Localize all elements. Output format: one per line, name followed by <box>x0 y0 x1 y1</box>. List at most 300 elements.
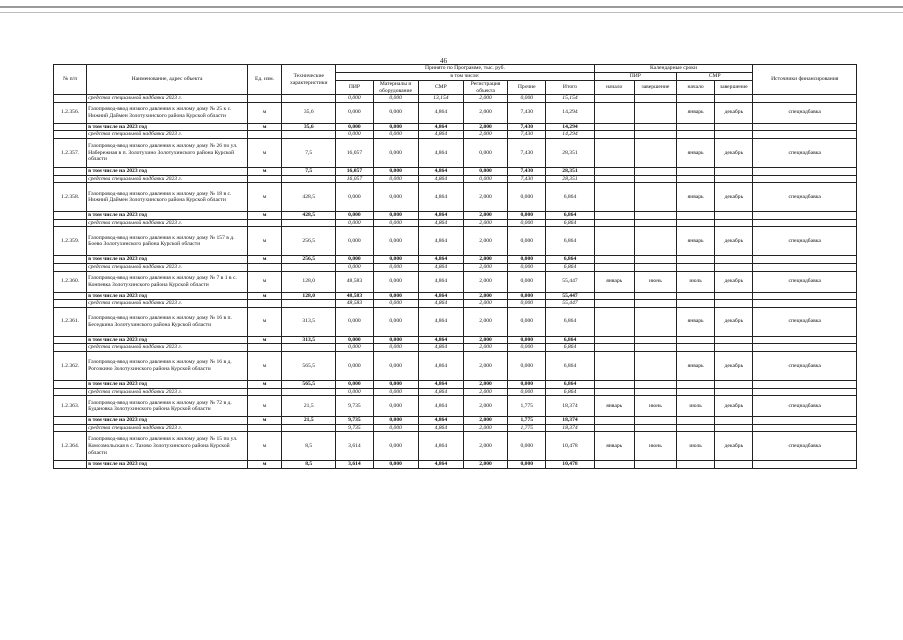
cell-pir: 0,000 <box>336 219 373 227</box>
cell-s-start <box>677 424 715 432</box>
cell-s-end <box>715 123 753 131</box>
cell-pir: 0,000 <box>336 183 373 212</box>
cell-s-end: декабрь <box>715 227 753 256</box>
cell-other: 1,775 <box>508 417 546 425</box>
cell-s-end: декабрь <box>715 396 753 417</box>
cell-src <box>753 123 857 131</box>
cell-total: 6,864 <box>546 183 594 212</box>
cell-smr: 4,864 <box>418 263 463 271</box>
cell-total: 28,351 <box>546 138 594 167</box>
table-row <box>54 138 857 167</box>
table-row <box>54 424 857 432</box>
cell-total: 6,864 <box>546 212 594 220</box>
cell-pir: 0,000 <box>336 336 373 344</box>
cell-mat: 0,000 <box>373 432 418 461</box>
cell-p-end <box>634 461 676 469</box>
cell-reg: 2,000 <box>463 344 507 352</box>
cell-mat: 0,000 <box>373 256 418 264</box>
cell-s-start: июль <box>677 432 715 461</box>
cell-name: в том числе на 2023 год <box>87 380 248 388</box>
cell-src <box>753 292 857 300</box>
cell-unit <box>247 424 281 432</box>
cell-smr: 4,864 <box>418 167 463 175</box>
cell-s-start: июль <box>677 396 715 417</box>
cell-total: 10,478 <box>546 432 594 461</box>
cell-unit <box>247 344 281 352</box>
cell-num <box>54 424 87 432</box>
cell-num <box>54 131 87 139</box>
cell-tech: 313,5 <box>282 336 336 344</box>
cell-total: 55,447 <box>546 292 594 300</box>
header-source: Источники финансирования <box>753 65 857 95</box>
table-row <box>54 292 857 300</box>
cell-p-end: июнь <box>634 271 676 292</box>
cell-name: в том числе на 2023 год <box>87 417 248 425</box>
cell-reg: 0,000 <box>463 138 507 167</box>
cell-unit: м <box>247 351 281 380</box>
cell-src: спецнадбавка <box>753 102 857 123</box>
cell-name: средства специальной надбавки 2023 г. <box>87 344 248 352</box>
cell-s-end <box>715 461 753 469</box>
cell-s-start: июль <box>677 271 715 292</box>
cell-pir: 3,614 <box>336 432 373 461</box>
cell-p-start <box>594 417 634 425</box>
table-row <box>54 167 857 175</box>
cell-pir: 0,000 <box>336 388 373 396</box>
cell-p-end <box>634 175 676 183</box>
cell-other: 7,430 <box>508 138 546 167</box>
cell-src: спецнадбавка <box>753 396 857 417</box>
cell-mat: 0,000 <box>373 175 418 183</box>
cell-s-end <box>715 212 753 220</box>
cell-unit: м <box>247 461 281 469</box>
cell-unit: м <box>247 432 281 461</box>
table-row <box>54 351 857 380</box>
cell-p-start <box>594 256 634 264</box>
cell-p-end <box>634 351 676 380</box>
cell-mat: 0,000 <box>373 307 418 336</box>
cell-p-end <box>634 256 676 264</box>
cell-name: в том числе на 2023 год <box>87 292 248 300</box>
cell-p-start <box>594 263 634 271</box>
header-smr-end: завершение <box>715 81 753 95</box>
cell-pir: 16,057 <box>336 175 373 183</box>
cell-reg: 2,000 <box>463 461 507 469</box>
cell-other: 0,000 <box>508 227 546 256</box>
header-schedule: Календарные сроки <box>594 65 753 73</box>
cell-pir: 0,000 <box>336 102 373 123</box>
cell-other: 0,000 <box>508 263 546 271</box>
cell-p-end <box>634 307 676 336</box>
cell-pir: 9,735 <box>336 424 373 432</box>
cell-pir: 0,000 <box>336 123 373 131</box>
cell-smr: 4,864 <box>418 123 463 131</box>
cell-pir: 0,000 <box>336 307 373 336</box>
cell-unit <box>247 175 281 183</box>
cell-s-end <box>715 388 753 396</box>
table-row <box>54 212 857 220</box>
cell-s-end <box>715 167 753 175</box>
cell-s-start: январь <box>677 102 715 123</box>
cell-s-start <box>677 336 715 344</box>
cell-reg: 2,000 <box>463 292 507 300</box>
table-row <box>54 183 857 212</box>
cell-other: 0,000 <box>508 432 546 461</box>
header-tech: Технические характеристики <box>282 65 336 95</box>
cell-tech: 7,5 <box>282 138 336 167</box>
cell-name: средства специальной надбавки 2023 г. <box>87 95 248 103</box>
cell-p-start: январь <box>594 432 634 461</box>
cell-src <box>753 95 857 103</box>
cell-pir: 3,614 <box>336 461 373 469</box>
cell-p-start <box>594 461 634 469</box>
cell-p-end <box>634 123 676 131</box>
cell-tech <box>282 300 336 308</box>
cell-other: 0,000 <box>508 461 546 469</box>
cell-src <box>753 417 857 425</box>
cell-p-start <box>594 336 634 344</box>
cell-num <box>54 417 87 425</box>
cell-s-end <box>715 256 753 264</box>
cell-other: 0,000 <box>508 183 546 212</box>
cell-pir: 9,735 <box>336 396 373 417</box>
cell-mat: 0,000 <box>373 263 418 271</box>
table-row <box>54 307 857 336</box>
cell-p-start <box>594 138 634 167</box>
cell-num: 1.2.361. <box>54 307 87 336</box>
cell-p-start <box>594 219 634 227</box>
table-row <box>54 95 857 103</box>
cell-reg: 2,000 <box>463 256 507 264</box>
cell-tech <box>282 95 336 103</box>
header-unit: Ед. изм. <box>247 65 281 95</box>
table-row <box>54 263 857 271</box>
table-row <box>54 256 857 264</box>
cell-src <box>753 300 857 308</box>
cell-pir: 16,057 <box>336 138 373 167</box>
scan-top-border-inner <box>0 12 903 13</box>
cell-p-end <box>634 417 676 425</box>
cell-pir: 0,000 <box>336 212 373 220</box>
cell-smr: 4,864 <box>418 212 463 220</box>
table-row <box>54 344 857 352</box>
cell-smr: 4,864 <box>418 256 463 264</box>
cell-name: в том числе на 2023 год <box>87 123 248 131</box>
cell-p-end <box>634 183 676 212</box>
cell-other: 0,000 <box>508 212 546 220</box>
cell-smr: 4,864 <box>418 102 463 123</box>
cell-other: 7,430 <box>508 102 546 123</box>
header-program: Принято по Программе, тыс. руб. <box>336 65 594 73</box>
cell-total: 6,864 <box>546 307 594 336</box>
cell-unit: м <box>247 102 281 123</box>
cell-unit: м <box>247 271 281 292</box>
cell-num: 1.2.363. <box>54 396 87 417</box>
cell-unit <box>247 131 281 139</box>
cell-tech: 21,5 <box>282 396 336 417</box>
cell-name: Газопровод-ввод низкого давления к жилому дому № 15 по ул. Комсомольская в с. Тазово Золотухинского района Курской области <box>87 432 248 461</box>
cell-src <box>753 388 857 396</box>
cell-other: 0,000 <box>508 292 546 300</box>
scan-top-border <box>0 6 903 8</box>
cell-name: Газопровод-ввод низкого давления к жилому дому № 26 по ул. Набережная в п. Золотухино Золотухинского района Курской области <box>87 138 248 167</box>
cell-pir: 0,000 <box>336 263 373 271</box>
cell-num <box>54 256 87 264</box>
cell-num: 1.2.359. <box>54 227 87 256</box>
cell-other: 0,000 <box>508 300 546 308</box>
cell-name: Газопровод-ввод низкого давления к жилому дому № 16 в д. Рогозкино Золотухинского района Курской области <box>87 351 248 380</box>
cell-unit: м <box>247 212 281 220</box>
cell-unit: м <box>247 183 281 212</box>
cell-src: спецнадбавка <box>753 183 857 212</box>
header-incl: в том числе: <box>336 73 594 81</box>
cell-s-end <box>715 292 753 300</box>
cell-smr: 4,864 <box>418 219 463 227</box>
cell-p-start <box>594 131 634 139</box>
cell-reg: 2,000 <box>463 183 507 212</box>
cell-p-start <box>594 123 634 131</box>
cell-smr: 4,864 <box>418 432 463 461</box>
cell-p-end <box>634 227 676 256</box>
header-sched-smr: СМР <box>677 73 753 81</box>
cell-unit: м <box>247 417 281 425</box>
table-row <box>54 271 857 292</box>
cell-smr: 4,864 <box>418 183 463 212</box>
cell-smr: 4,864 <box>418 461 463 469</box>
table-row <box>54 175 857 183</box>
cell-reg: 2,000 <box>463 307 507 336</box>
cell-mat: 0,000 <box>373 461 418 469</box>
cell-other: 1,775 <box>508 396 546 417</box>
table-row <box>54 219 857 227</box>
cell-num <box>54 461 87 469</box>
cell-mat: 0,000 <box>373 227 418 256</box>
cell-p-start <box>594 167 634 175</box>
cell-num <box>54 336 87 344</box>
cell-s-start <box>677 167 715 175</box>
cell-total: 6,864 <box>546 227 594 256</box>
cell-mat: 0,000 <box>373 300 418 308</box>
cell-reg: 2,000 <box>463 123 507 131</box>
cell-mat: 0,000 <box>373 138 418 167</box>
cell-s-start <box>677 417 715 425</box>
cell-p-end <box>634 219 676 227</box>
cell-tech: 128,0 <box>282 292 336 300</box>
cell-num <box>54 380 87 388</box>
cell-s-end <box>715 300 753 308</box>
cell-pir: 48,583 <box>336 292 373 300</box>
cell-other: 0,000 <box>508 336 546 344</box>
cell-smr: 4,864 <box>418 227 463 256</box>
cell-other: 0,000 <box>508 351 546 380</box>
cell-tech: 8,5 <box>282 432 336 461</box>
cell-tech <box>282 263 336 271</box>
cell-s-start: январь <box>677 138 715 167</box>
cell-s-start <box>677 95 715 103</box>
cell-reg: 2,000 <box>463 424 507 432</box>
header-name: Наименование, адрес объекта <box>87 65 248 95</box>
cell-tech: 428,5 <box>282 183 336 212</box>
cell-name: Газопровод-ввод низкого давления к жилому дому № 7 в 1 в с. Конпевка Золотухинского района Курской области <box>87 271 248 292</box>
cell-smr: 4,864 <box>418 131 463 139</box>
cell-total: 55,447 <box>546 300 594 308</box>
table-row <box>54 131 857 139</box>
cell-mat: 0,000 <box>373 388 418 396</box>
cell-pir: 0,000 <box>336 256 373 264</box>
cell-s-end: декабрь <box>715 307 753 336</box>
cell-name: в том числе на 2023 год <box>87 212 248 220</box>
cell-s-end <box>715 424 753 432</box>
cell-mat: 0,000 <box>373 131 418 139</box>
cell-p-start <box>594 95 634 103</box>
cell-total: 6,864 <box>546 219 594 227</box>
cell-reg: 2,000 <box>463 388 507 396</box>
cell-num: 1.2.358. <box>54 183 87 212</box>
cell-unit <box>247 300 281 308</box>
cell-p-start <box>594 351 634 380</box>
cell-name: средства специальной надбавки 2023 г. <box>87 131 248 139</box>
cell-p-end: июнь <box>634 432 676 461</box>
header-total: Итого <box>546 81 594 95</box>
cell-p-start <box>594 307 634 336</box>
cell-name: Газопровод-ввод низкого давления к жилому дому № 25 к с. Нижний Даймен Золотухинского района Курской области <box>87 102 248 123</box>
cell-pir: 48,583 <box>336 300 373 308</box>
cell-mat: 0,000 <box>373 344 418 352</box>
cell-reg: 2,000 <box>463 417 507 425</box>
cell-tech <box>282 344 336 352</box>
header-pir: ПИР <box>336 81 373 95</box>
cell-p-end <box>634 388 676 396</box>
cell-src <box>753 344 857 352</box>
cell-p-end <box>634 102 676 123</box>
cell-total: 15,154 <box>546 95 594 103</box>
cell-reg: 0,000 <box>463 167 507 175</box>
cell-s-start <box>677 123 715 131</box>
cell-s-start: январь <box>677 227 715 256</box>
cell-s-end <box>715 336 753 344</box>
cell-num <box>54 263 87 271</box>
cell-mat: 0,000 <box>373 292 418 300</box>
cell-total: 6,864 <box>546 380 594 388</box>
cell-other: 0,000 <box>508 307 546 336</box>
cell-p-end <box>634 95 676 103</box>
cell-total: 6,864 <box>546 256 594 264</box>
program-table <box>53 64 857 469</box>
cell-num: 1.2.356. <box>54 102 87 123</box>
cell-unit: м <box>247 167 281 175</box>
header-pir-start: начало <box>594 81 634 95</box>
cell-tech: 7,5 <box>282 167 336 175</box>
header-smr: СМР <box>418 81 463 95</box>
cell-mat: 0,000 <box>373 424 418 432</box>
cell-src: спецнадбавка <box>753 351 857 380</box>
cell-reg: 2,000 <box>463 227 507 256</box>
cell-num <box>54 212 87 220</box>
cell-other: 7,430 <box>508 123 546 131</box>
cell-unit: м <box>247 336 281 344</box>
cell-tech: 256,5 <box>282 256 336 264</box>
cell-s-start <box>677 219 715 227</box>
cell-tech: 565,5 <box>282 380 336 388</box>
cell-pir: 9,735 <box>336 417 373 425</box>
cell-s-start <box>677 212 715 220</box>
cell-total: 18,374 <box>546 424 594 432</box>
cell-tech: 565,5 <box>282 351 336 380</box>
cell-total: 10,478 <box>546 461 594 469</box>
cell-src <box>753 219 857 227</box>
cell-num <box>54 95 87 103</box>
cell-p-end <box>634 212 676 220</box>
cell-unit: м <box>247 123 281 131</box>
table-row <box>54 227 857 256</box>
cell-reg: 2,000 <box>463 271 507 292</box>
cell-reg: 2,000 <box>463 351 507 380</box>
cell-other: 0,000 <box>508 344 546 352</box>
cell-smr: 4,864 <box>418 292 463 300</box>
cell-num <box>54 388 87 396</box>
cell-mat: 0,000 <box>373 271 418 292</box>
cell-reg: 2,000 <box>463 380 507 388</box>
cell-p-end <box>634 131 676 139</box>
cell-p-start: январь <box>594 271 634 292</box>
table-row <box>54 417 857 425</box>
cell-mat: 0,000 <box>373 102 418 123</box>
cell-unit: м <box>247 396 281 417</box>
cell-p-end <box>634 344 676 352</box>
cell-reg: 2,000 <box>463 432 507 461</box>
cell-s-end: декабрь <box>715 351 753 380</box>
cell-smr: 4,864 <box>418 380 463 388</box>
cell-total: 6,864 <box>546 344 594 352</box>
cell-p-start <box>594 424 634 432</box>
cell-total: 6,864 <box>546 388 594 396</box>
cell-src: спецнадбавка <box>753 271 857 292</box>
cell-tech: 128,0 <box>282 271 336 292</box>
cell-src: спецнадбавка <box>753 432 857 461</box>
cell-name: средства специальной надбавки 2023 г. <box>87 219 248 227</box>
cell-reg: 2,000 <box>463 396 507 417</box>
cell-unit: м <box>247 307 281 336</box>
cell-num: 1.2.364. <box>54 432 87 461</box>
cell-other: 0,000 <box>508 388 546 396</box>
cell-name: средства специальной надбавки 2023 г. <box>87 175 248 183</box>
cell-s-end <box>715 131 753 139</box>
cell-tech: 35,6 <box>282 123 336 131</box>
cell-total: 28,351 <box>546 175 594 183</box>
cell-s-start <box>677 292 715 300</box>
cell-p-start <box>594 292 634 300</box>
cell-mat: 0,000 <box>373 336 418 344</box>
cell-src <box>753 424 857 432</box>
cell-p-start <box>594 175 634 183</box>
header-sched-pir: ПИР <box>594 73 676 81</box>
cell-total: 18,374 <box>546 396 594 417</box>
cell-s-start <box>677 256 715 264</box>
cell-mat: 0,000 <box>373 212 418 220</box>
cell-reg: 2,000 <box>463 263 507 271</box>
cell-unit: м <box>247 227 281 256</box>
cell-s-start <box>677 388 715 396</box>
cell-smr: 4,864 <box>418 336 463 344</box>
cell-total: 6,864 <box>546 336 594 344</box>
cell-p-end <box>634 424 676 432</box>
cell-src <box>753 212 857 220</box>
cell-src <box>753 175 857 183</box>
cell-p-start <box>594 102 634 123</box>
cell-name: Газопровод-ввод низкого давления к жилому дому № 72 в д. Будановка Золотухинского района Курской области <box>87 396 248 417</box>
cell-p-start <box>594 388 634 396</box>
cell-s-start: январь <box>677 351 715 380</box>
